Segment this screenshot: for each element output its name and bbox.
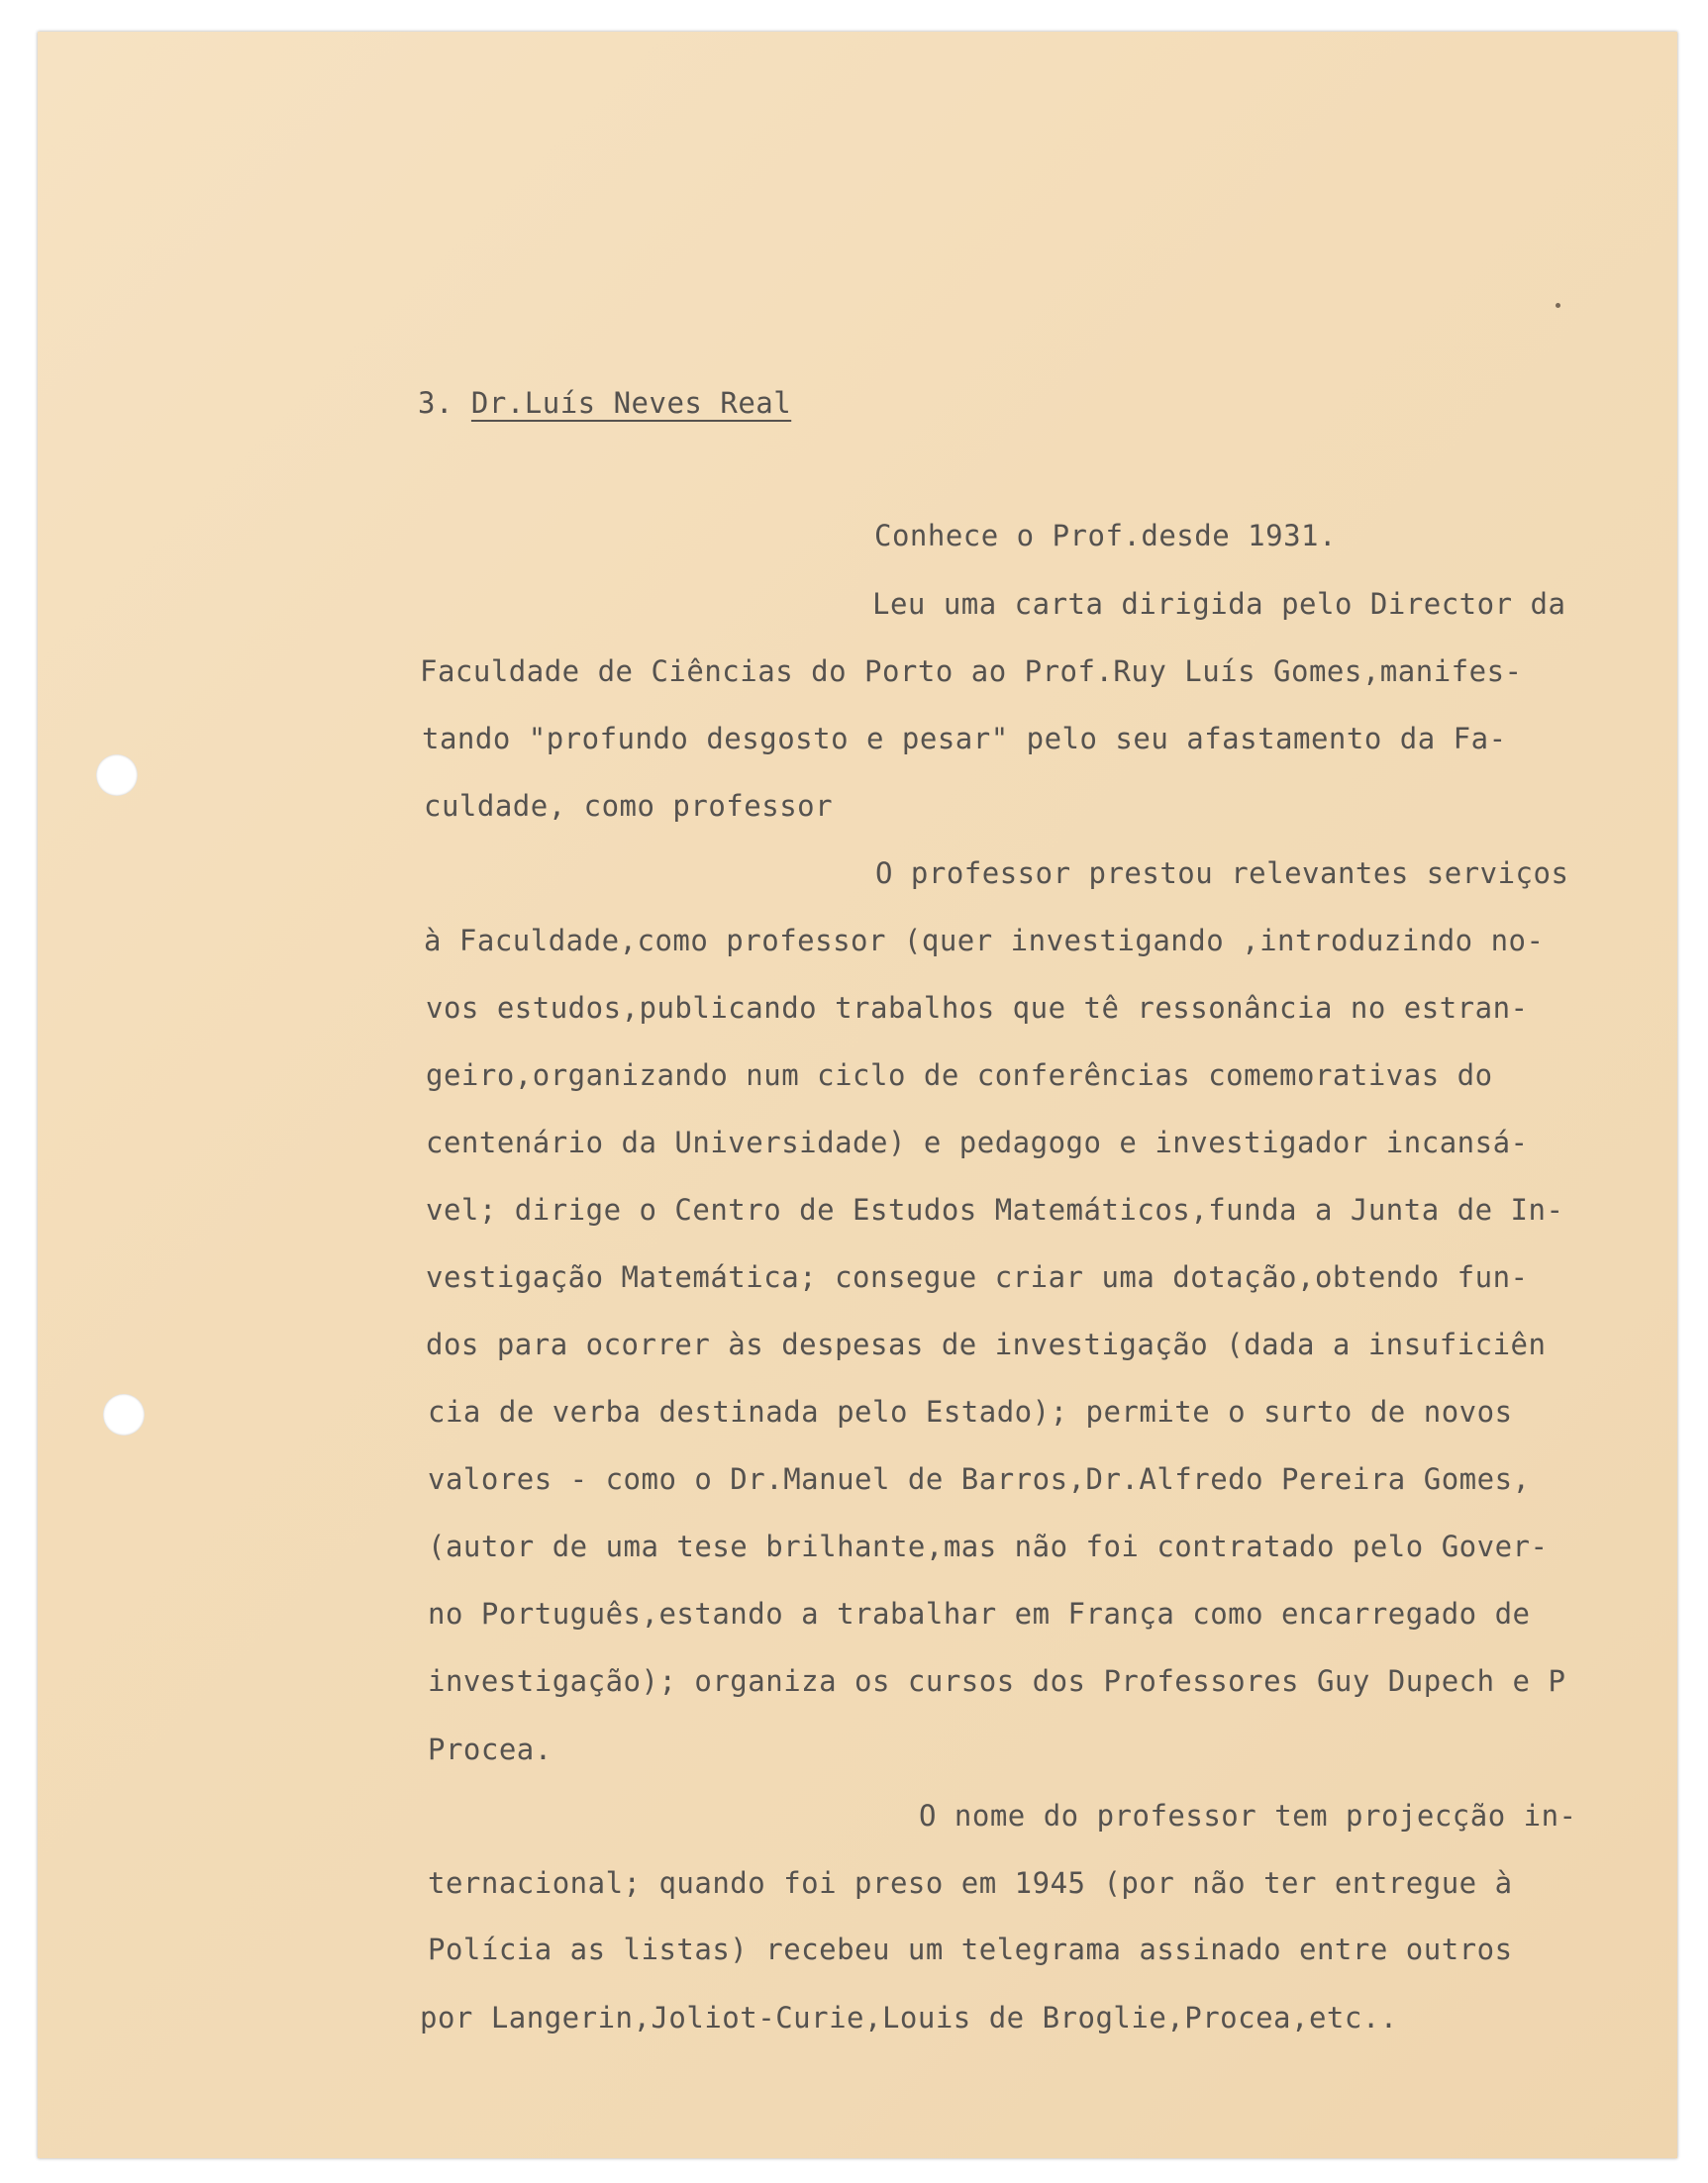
text-line: investigação); organiza os cursos dos Professores Guy Dupech e P (428, 1664, 1566, 1698)
text-line: ternacional; quando foi preso em 1945 (por não ter entregue à (428, 1866, 1513, 1900)
text-line: (autor de uma tese brilhante,mas não foi contratado pelo Gover- (428, 1530, 1549, 1563)
text-line: vos estudos,publicando trabalhos que tê ressonância no estran- (426, 991, 1529, 1025)
text-line: Polícia as listas) recebeu um telegrama assinado entre outros (428, 1933, 1513, 1966)
text-line: geiro,organizando num ciclo de conferências comemorativas do (426, 1058, 1493, 1092)
text-line: tando "profundo desgosto e pesar" pelo seu afastamento da Fa- (422, 722, 1507, 755)
text-line: Leu uma carta dirigida pelo Director da (872, 587, 1566, 621)
text-line: cia de verba destinada pelo Estado); permite o surto de novos (428, 1395, 1513, 1429)
text-line: culdade, como professor (424, 789, 834, 823)
section-title: Dr.Luís Neves Real (470, 386, 792, 420)
punch-hole (103, 1394, 145, 1436)
text-line: valores - como o Dr.Manuel de Barros,Dr.Alfredo Pereira Gomes, (428, 1462, 1531, 1496)
typewritten-page (38, 32, 1677, 2158)
text-line: Procea. (428, 1733, 553, 1766)
text-line: à Faculdade,como professor (quer investigando ,introduzindo no- (424, 924, 1545, 957)
punch-hole (96, 754, 138, 796)
text-line: Conhece o Prof.desde 1931. (874, 519, 1337, 552)
text-line: vel; dirige o Centro de Estudos Matemáticos,funda a Junta de In- (426, 1193, 1564, 1227)
paper-speck (1556, 303, 1560, 308)
text-line: por Langerin,Joliot-Curie,Louis de Broglie,Procea,etc.. (420, 2001, 1398, 2034)
text-line: centenário da Universidade) e pedagogo e investigador incansá- (426, 1126, 1529, 1159)
text-line: no Português,estando a trabalhar em França como encarregado de (428, 1597, 1531, 1631)
section-number: 3. (418, 386, 453, 420)
text-line: O professor prestou relevantes serviços (875, 856, 1569, 890)
section-heading (418, 386, 792, 420)
text-line: vestigação Matemática; consegue criar uma dotação,obtendo fun- (426, 1260, 1529, 1294)
text-line: O nome do professor tem projecção in- (919, 1799, 1577, 1833)
text-line: Faculdade de Ciências do Porto ao Prof.Ruy Luís Gomes,manifes- (420, 654, 1523, 688)
text-line: dos para ocorrer às despesas de investigação (dada a insuficiên (426, 1328, 1547, 1361)
